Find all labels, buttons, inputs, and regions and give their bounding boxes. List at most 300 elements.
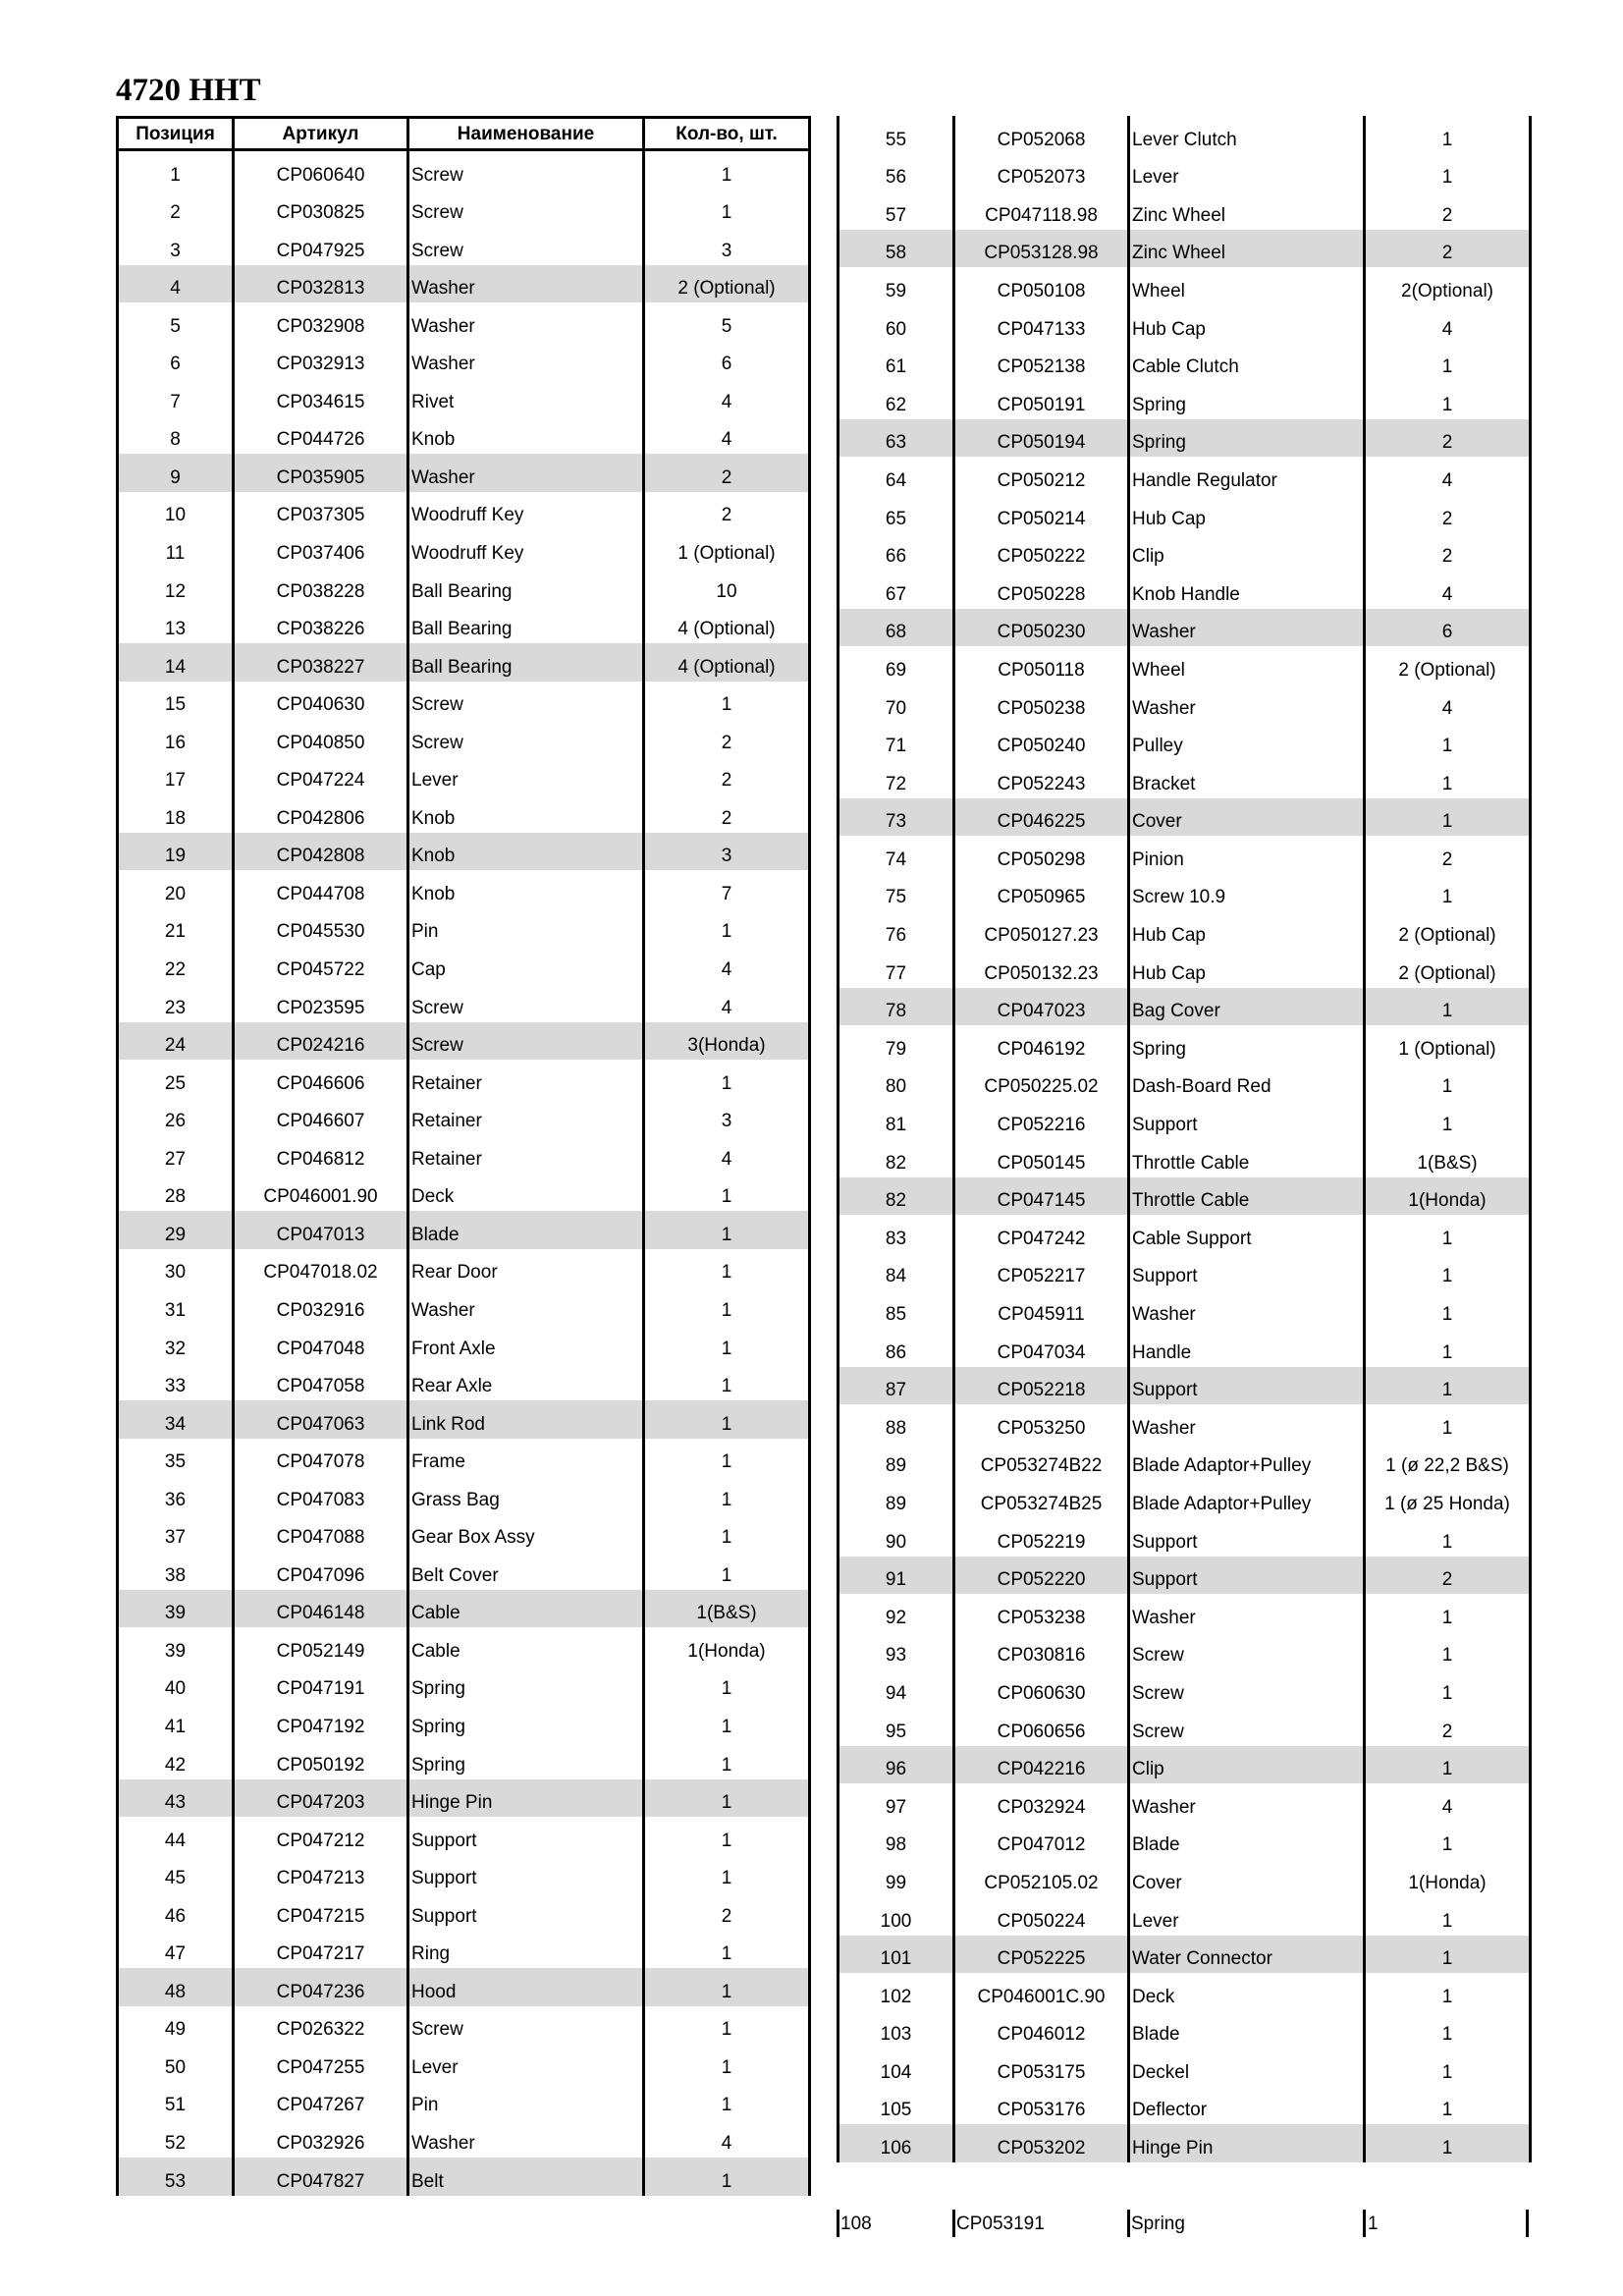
cell-name: Rear Door [409,1249,645,1287]
cell-position: 62 [839,381,955,419]
cell-article: CP050222 [955,533,1130,572]
cell-name: Wheel [1130,646,1366,684]
cell-position: 104 [839,2049,955,2087]
cell-position: 78 [839,988,955,1026]
cell-position: 90 [839,1518,955,1557]
cell-name: Spring [1130,419,1366,458]
cell-article: CP045911 [955,1290,1130,1329]
cell-quantity: 1 (Optional) [1398,1038,1496,1060]
cell-article: CP053274B22 [955,1443,1130,1481]
cell-article: CP047083 [235,1476,409,1514]
cell-name: Pin [409,908,645,947]
cell-name: Screw [409,151,645,190]
cell-position: 84 [839,1253,955,1291]
cell-article: CP047191 [235,1666,409,1704]
cell-position: 79 [839,1025,955,1064]
cell-quantity: 1 [1441,1948,1453,1970]
cell-quantity: 2 (Optional) [1398,962,1496,984]
cell-quantity: 7 [721,883,732,904]
table-row [119,908,808,947]
cell-position: 76 [839,911,955,950]
cell-name: Washer [1130,1290,1366,1329]
table-row [839,1936,1529,1974]
cell-quantity: 2 [1441,848,1453,870]
table-row [839,1859,1529,1897]
cell-quantity: 3 [721,846,732,867]
table-row [839,2124,1529,2162]
cell-article: CP053250 [955,1404,1130,1443]
cell-position: 92 [839,1594,955,1632]
cell-quantity: 4 [721,997,732,1018]
cell-article: CP060656 [955,1708,1130,1746]
cell-article: CP050212 [955,457,1130,495]
cell-name: Knob [409,416,645,455]
cell-quantity: 1 [721,1830,732,1851]
cell-position: 44 [119,1817,235,1855]
cell-name: Support [1130,1557,1366,1595]
cell-article: CP038226 [235,606,409,644]
cell-quantity: 4 [721,391,732,412]
cell-position: 5 [119,302,235,341]
cell-quantity: 2 [1441,546,1453,568]
cell-name: Lever [1130,1897,1366,1936]
cell-position: 67 [839,571,955,609]
cell-name: Washer [409,302,645,341]
cell-article: CP045530 [235,908,409,947]
cell-article: CP042806 [235,794,409,833]
cell-position: 58 [839,230,955,268]
cell-name: Retainer [409,1060,645,1098]
cell-article: CP047023 [955,988,1130,1026]
cell-quantity: 2 [721,466,732,488]
cell-name: Screw [409,1022,645,1061]
cell-name: Throttle Cable [1130,1177,1366,1216]
cell-name: Support [409,1817,645,1855]
cell-quantity: 1 [721,1716,732,1737]
cell-article: CP050194 [955,419,1130,458]
cell-name: Cover [1130,1859,1366,1897]
cell-name: Blade Adaptor+Pulley [1130,1480,1366,1518]
cell-article: CP046606 [235,1060,409,1098]
cell-position: 97 [839,1783,955,1822]
cell-article: CP046607 [235,1098,409,1136]
cell-name: Support [1130,1518,1366,1557]
cell-name: Hinge Pin [409,1779,645,1818]
cell-article: CP047018.02 [235,1249,409,1287]
cell-quantity: 1 [1441,887,1453,908]
cell-name: Gear Box Assy [409,1514,645,1553]
cell-position: 72 [839,760,955,798]
cell-quantity: 1 [1441,1682,1453,1704]
cell-name: Hood [409,1968,645,2006]
cell-name: Woodruff Key [409,529,645,568]
table-row [839,419,1529,458]
table-row [839,723,1529,761]
table-row [839,1139,1529,1177]
cell-article: CP052243 [955,760,1130,798]
table-row [119,265,808,303]
cell-name: Washer [409,341,645,379]
cell-quantity: 2 [721,732,732,753]
cell-name: Ring [409,1931,645,1969]
cell-position: 99 [839,1859,955,1897]
cell-position: 34 [119,1400,235,1439]
cell-name: Water Connector [1130,1936,1366,1974]
cell-quantity: 1 [721,921,732,943]
cell-position: 13 [119,606,235,644]
table-row [119,1514,808,1553]
cell-quantity: 2 [721,505,732,526]
cell-quantity: 2 (Optional) [1398,925,1496,947]
cell-quantity: 2 [1441,508,1453,529]
cell-article: CP052217 [955,1253,1130,1291]
cell-article: CP053176 [955,2087,1130,2125]
cell-article: CP030825 [235,190,409,228]
cell-position: 87 [839,1367,955,1405]
cell-article: CP050192 [235,1741,409,1779]
cell-quantity: 2(Optional) [1401,280,1493,301]
cell-quantity: 1 [1441,1115,1453,1136]
cell-name: Bracket [1130,760,1366,798]
cell-position: 38 [119,1552,235,1590]
cell-quantity: 1 [1441,1341,1453,1363]
cell-quantity: 1(Honda) [687,1640,766,1662]
cell-position: 48 [119,1968,235,2006]
cell-name: Retainer [409,1135,645,1174]
cell-position: 2 [119,190,235,228]
table-row [119,833,808,871]
cell-position: 57 [839,191,955,230]
cell-position: 8 [119,416,235,455]
cell-article: CP046001.90 [235,1174,409,1212]
cell-article: CP052216 [955,1101,1130,1139]
cell-name: Lever [409,2044,645,2082]
cell-article: CP047203 [235,1779,409,1818]
cell-position: 4 [119,265,235,303]
table-row [119,1098,808,1136]
cell-position: 77 [839,950,955,988]
table-row [119,1627,808,1666]
table-row [119,1249,808,1287]
cell-quantity: 1 [721,1338,732,1359]
cell-quantity: 1 [721,1981,732,2002]
cell-quantity: 1 [721,2170,732,2192]
cell-position: 71 [839,723,955,761]
cell-quantity: 1 [1441,1228,1453,1249]
table-row [119,1211,808,1249]
cell-position: 81 [839,1101,955,1139]
cell-position: 39 [119,1590,235,1628]
cell-position: 46 [119,1892,235,1931]
cell-article: CP047217 [235,1931,409,1969]
cell-position: 33 [119,1363,235,1401]
cell-quantity: 1 [1441,2061,1453,2083]
cell-name: Cable [409,1627,645,1666]
cell-article: CP047242 [955,1215,1130,1253]
cell-name: Hub Cap [1130,911,1366,950]
cell-quantity: 1 [721,1413,732,1435]
cell-quantity: 4 (Optional) [677,656,776,678]
table-row [119,227,808,265]
table-row [839,571,1529,609]
cell-name: Deck [409,1174,645,1212]
cell-article: CP052219 [955,1518,1130,1557]
cell-position: 18 [119,794,235,833]
cell-quantity: 1 [1441,1910,1453,1932]
header-article: Артикул [235,119,409,148]
cell-quantity: 1 [1368,2214,1379,2234]
table-row [839,1367,1529,1405]
cell-article: CP032813 [235,265,409,303]
table-row [839,2087,1529,2125]
cell-position: 30 [119,1249,235,1287]
cell-position: 12 [119,568,235,606]
cell-name: Handle [1130,1329,1366,1367]
cell-article: CP050145 [955,1139,1130,1177]
cell-name: Blade [1130,1822,1366,1860]
table-row [119,870,808,908]
cell-quantity: 1 [721,1489,732,1510]
cell-article: CP050228 [955,571,1130,609]
cell-position: 91 [839,1557,955,1595]
cell-article: CP044708 [235,870,409,908]
cell-position: 39 [119,1627,235,1666]
cell-position: 20 [119,870,235,908]
cell-quantity: 5 [721,315,732,337]
table-row [119,606,808,644]
table-row [839,609,1529,647]
cell-position: 26 [119,1098,235,1136]
cell-article: CP032924 [955,1783,1130,1822]
cell-name: Grass Bag [409,1476,645,1514]
cell-name: Support [1130,1253,1366,1291]
cell-name: Spring [409,1666,645,1704]
cell-position: 103 [839,2011,955,2050]
cell-name: Support [409,1892,645,1931]
cell-position: 52 [119,2119,235,2158]
cell-article: CP046225 [955,798,1130,837]
cell-quantity: 1 [1441,1607,1453,1628]
cell-article: CP060630 [955,1669,1130,1708]
cell-name: Lever [409,757,645,795]
cell-quantity: 1 [721,1072,732,1094]
cell-position: 45 [119,1855,235,1893]
table-row [119,1325,808,1363]
table-row [839,1822,1529,1860]
cell-name: Washer [1130,609,1366,647]
cell-quantity: 1 [1441,773,1453,794]
cell-name: Lever Clutch [1130,116,1366,154]
table-row [119,492,808,530]
cell-name: Hub Cap [1130,950,1366,988]
cell-name: Pinion [1130,836,1366,874]
table-row [839,988,1529,1026]
cell-quantity: 1 [1441,1759,1453,1780]
cell-quantity: 2 [1441,1721,1453,1742]
cell-quantity: 6 [1441,622,1453,643]
table-row [119,1741,808,1779]
cell-article: CP047255 [235,2044,409,2082]
cell-position: 68 [839,609,955,647]
cell-name: Hinge Pin [1130,2124,1366,2162]
table-body [839,116,1529,2162]
cell-name: Cable Clutch [1130,344,1366,382]
cell-article: CP047034 [955,1329,1130,1367]
cell-position: 60 [839,305,955,344]
cell-position: 23 [119,984,235,1022]
cell-position: 73 [839,798,955,837]
cell-article: CP047925 [235,227,409,265]
cell-quantity: 1 [721,1792,732,1814]
cell-article: CP026322 [235,2006,409,2045]
table-row [839,344,1529,382]
cell-quantity: 1 [1441,1001,1453,1022]
cell-quantity: 1 [721,1224,732,1245]
cell-article: CP047063 [235,1400,409,1439]
cell-name: Blade Adaptor+Pulley [1130,1443,1366,1481]
cell-article: CP050108 [955,267,1130,305]
cell-position: 42 [119,1741,235,1779]
cell-quantity: 10 [716,580,737,602]
cell-quantity: 4 [1441,697,1453,719]
table-row [839,1746,1529,1784]
cell-quantity: 1 [721,1868,732,1889]
table-row [119,151,808,190]
table-row [839,1783,1529,1822]
cell-quantity: 4 [721,429,732,451]
cell-name: Zinc Wheel [1130,191,1366,230]
table-row [119,1968,808,2006]
table-row [839,1215,1529,1253]
table-row [839,1669,1529,1708]
cell-quantity: 4 [1441,583,1453,605]
cell-article: CP032908 [235,302,409,341]
cell-name: Washer [409,265,645,303]
cell-position: 43 [119,1779,235,1818]
table-row [839,1101,1529,1139]
table-row [119,1286,808,1325]
cell-name: Retainer [409,1098,645,1136]
cell-position: 69 [839,646,955,684]
cell-quantity: 1 [721,164,732,186]
cell-article: CP052073 [955,154,1130,192]
table-row [839,1329,1529,1367]
cell-name: Pulley [1130,723,1366,761]
cell-quantity: 1 [1441,394,1453,415]
cell-name: Deckel [1130,2049,1366,2087]
cell-article: CP047058 [235,1363,409,1401]
cell-position: 55 [839,116,955,154]
table-row [839,1253,1529,1291]
cell-position: 24 [119,1022,235,1061]
cell-position: 6 [119,341,235,379]
cell-article: CP047078 [235,1439,409,1477]
cell-article: CP052149 [235,1627,409,1666]
cell-name: Knob [409,833,645,871]
cell-name: Screw [409,719,645,757]
cell-quantity: 2 [1441,1569,1453,1591]
cell-article: CP047048 [235,1325,409,1363]
cell-article: CP045722 [235,946,409,984]
cell-name: Rivet [409,378,645,416]
cell-name: Washer [409,1286,645,1325]
cell-position: 100 [839,1897,955,1936]
cell-quantity: 1 [1441,1986,1453,2007]
table-row [839,230,1529,268]
cell-position: 9 [119,454,235,492]
cell-quantity: 1 [1441,167,1453,189]
cell-article: CP050191 [955,381,1130,419]
cell-article: CP047224 [235,757,409,795]
cell-article: CP032913 [235,341,409,379]
cell-quantity: 1 [1441,356,1453,378]
cell-quantity: 2 [1441,204,1453,226]
cell-position: 86 [839,1329,955,1367]
cell-position: 80 [839,1064,955,1102]
cell-article: CP053238 [955,1594,1130,1632]
cell-position: 63 [839,419,955,458]
table-row [119,1552,808,1590]
cell-name: Deck [1130,1973,1366,2011]
cell-name: Spring [409,1703,645,1741]
table-row [839,2011,1529,2050]
cell-quantity: 4 [1441,469,1453,491]
cell-name: Cover [1130,798,1366,837]
cell-position: 82 [839,1139,955,1177]
cell-article: CP053191 [956,2214,1045,2234]
cell-article: CP047012 [955,1822,1130,1860]
cell-quantity: 1 [721,1186,732,1208]
cell-article: CP024216 [235,1022,409,1061]
cell-position: 83 [839,1215,955,1253]
cell-quantity: 6 [721,354,732,375]
cell-position: 15 [119,682,235,720]
cell-article: CP037305 [235,492,409,530]
cell-quantity: 3 [721,240,732,261]
table-row [839,950,1529,988]
cell-article: CP047212 [235,1817,409,1855]
cell-position: 25 [119,1060,235,1098]
cell-article: CP050224 [955,1897,1130,1936]
cell-quantity: 1 [721,202,732,224]
table-row [839,836,1529,874]
cell-name: Knob [409,870,645,908]
cell-article: CP037406 [235,529,409,568]
cell-quantity: 1 (ø 22,2 B&S) [1385,1455,1509,1477]
table-row [839,457,1529,495]
table-row [119,2158,808,2196]
cell-name: Frame [409,1439,645,1477]
cell-position: 49 [119,2006,235,2045]
cell-article: CP044726 [235,416,409,455]
cell-name: Ball Bearing [409,568,645,606]
table-row [839,1557,1529,1595]
cell-name: Clip [1130,533,1366,572]
table-row [119,1590,808,1628]
cell-article: CP052068 [955,116,1130,154]
table-row [839,495,1529,533]
cell-position: 22 [119,946,235,984]
cell-position: 7 [119,378,235,416]
cell-article: CP047088 [235,1514,409,1553]
cell-position: 37 [119,1514,235,1553]
cell-article: CP047118.98 [955,191,1130,230]
cell-article: CP040850 [235,719,409,757]
cell-position: 53 [119,2158,235,2196]
cell-position: 36 [119,1476,235,1514]
table-row [119,794,808,833]
cell-position: 96 [839,1746,955,1784]
